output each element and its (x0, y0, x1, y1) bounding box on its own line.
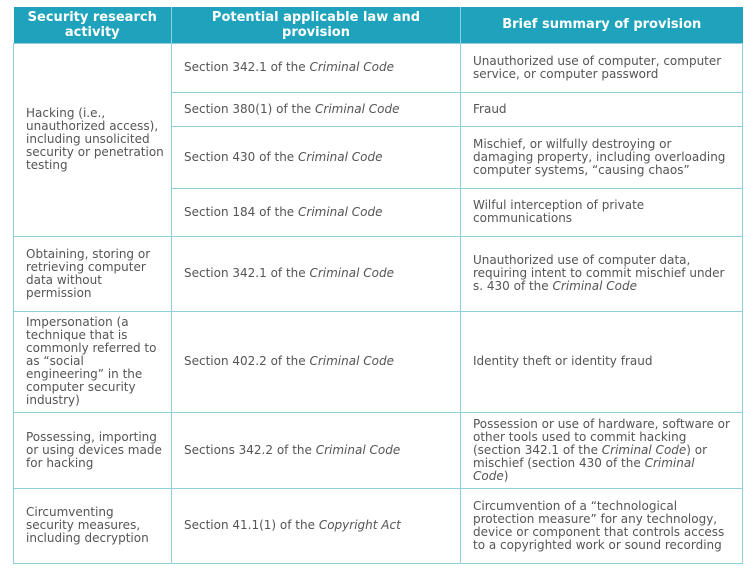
provisions-table-container (13, 7, 742, 564)
summary-title: Criminal Code (473, 455, 695, 483)
law-cell (172, 188, 461, 236)
table-row (14, 412, 743, 488)
law-cell (172, 311, 461, 412)
summary-text: Identity theft or identity fraud (473, 354, 653, 368)
law-title: Criminal Code (309, 266, 394, 280)
header-row (14, 7, 743, 43)
summary-text: ) or mischief (section 430 of the (473, 442, 708, 470)
summary-text: Mischief, or wilfully destroying or damaging property, including overloading computer systems, “causing chaos” (473, 136, 726, 177)
summary-cell (461, 412, 743, 488)
activity-cell: Hacking (i.e., unauthorized access), including unsolicited security or penetration testing (14, 43, 172, 236)
summary-text: Unauthorized use of computer data, requiring intent to commit mischief under s. 430 of the (473, 253, 725, 293)
summary-cell (461, 188, 743, 236)
summary-text: Unauthorized use of computer, computer service, or computer password (473, 53, 722, 81)
law-text: Section 342.1 of the (184, 60, 310, 74)
law-cell (172, 126, 461, 188)
header-law: Potential applicable law and provision (172, 7, 461, 43)
law-title: Criminal Code (309, 60, 394, 74)
law-cell (172, 412, 461, 488)
summary-text: Wilful interception of private communications (473, 198, 645, 225)
summary-title: Criminal Code (552, 279, 637, 293)
law-text: Section 380(1) of the (184, 101, 316, 116)
table-row (14, 311, 743, 412)
activity-cell: Circumventing security measures, including decryption (14, 488, 172, 563)
summary-text: Fraud (473, 101, 507, 116)
law-cell (172, 236, 461, 311)
law-text: Sections 342.2 of the (184, 442, 316, 457)
table-row (14, 236, 743, 311)
activity-cell: Impersonation (a technique that is commonly referred to as “social engineering” in the computer security industry) (14, 311, 172, 412)
summary-cell (461, 43, 743, 92)
summary-text: Circumvention of a “technological protection measure” for any technology, device or component that controls access to a copyrighted work or sound recording (473, 498, 725, 552)
summary-cell (461, 126, 743, 188)
law-title: Criminal Code (309, 354, 394, 368)
law-text: Section 402.2 of the (184, 354, 310, 368)
summary-cell (461, 236, 743, 311)
law-title: Copyright Act (318, 518, 401, 532)
summary-title: Criminal Code (601, 442, 687, 457)
activity-cell: Possessing, importing or using devices made for hacking (14, 412, 172, 488)
law-title: Criminal Code (315, 442, 401, 457)
summary-text: Possession or use of hardware, software or other tools used to commit hacking (section 342.1 of the (473, 416, 730, 457)
law-title: Criminal Code (315, 101, 400, 116)
activity-cell: Obtaining, storing or retrieving computer data without permission (14, 236, 172, 311)
summary-cell (461, 92, 743, 126)
law-text: Section 41.1(1) of the (184, 518, 319, 532)
law-title: Criminal Code (298, 204, 383, 219)
summary-text: ) (503, 468, 509, 483)
law-text: Section 184 of the (184, 204, 299, 219)
table-row (14, 488, 743, 563)
law-cell (172, 488, 461, 563)
law-title: Criminal Code (298, 149, 383, 164)
header-summary: Brief summary of provision (461, 7, 743, 43)
law-text: Section 430 of the (184, 149, 299, 164)
law-text: Section 342.1 of the (184, 266, 310, 280)
summary-cell (461, 488, 743, 563)
header-activity: Security research activity (14, 7, 172, 43)
law-cell (172, 92, 461, 126)
law-cell (172, 43, 461, 92)
summary-cell (461, 311, 743, 412)
provisions-table (13, 7, 743, 564)
table-row (14, 43, 743, 92)
